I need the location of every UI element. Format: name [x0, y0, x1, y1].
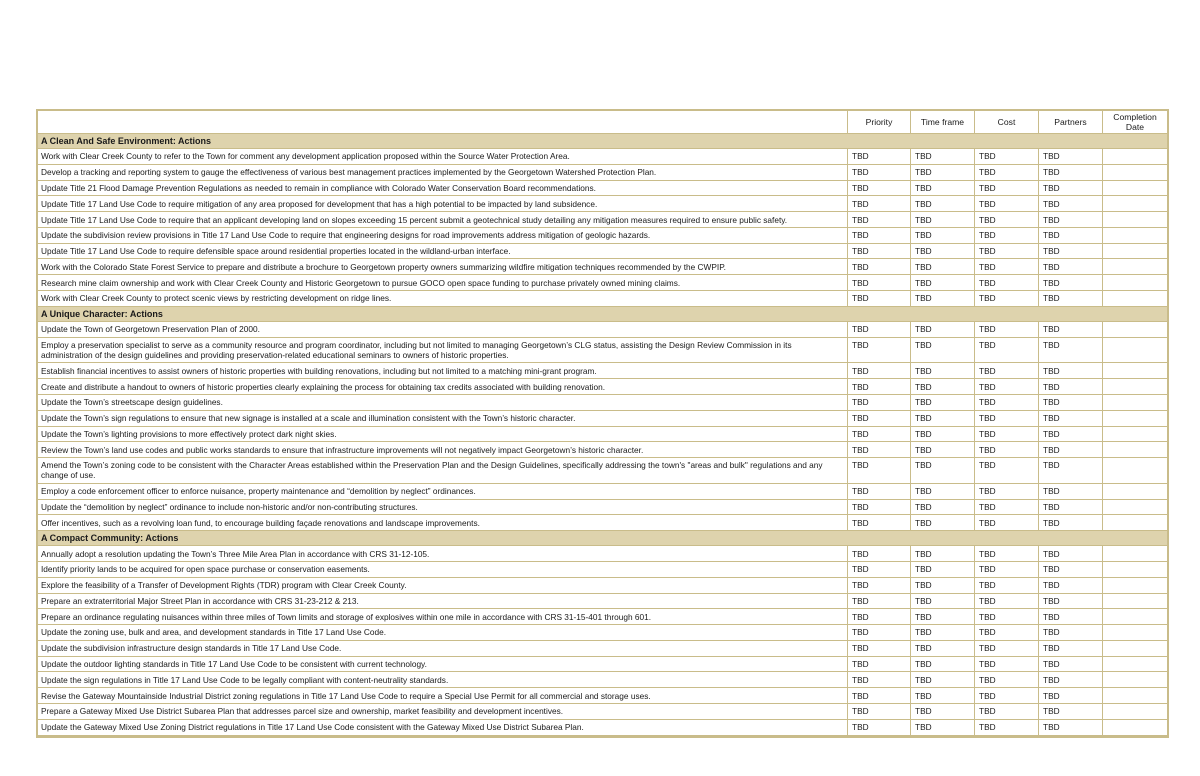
action-cell: Work with Clear Creek County to refer to the Town for comment any development application proposed within the Source Water Protection Area. — [38, 149, 848, 165]
completion-date-cell — [1103, 165, 1167, 181]
table-row — [38, 442, 1167, 458]
action-cell: Work with the Colorado State Forest Service to prepare and distribute a brochure to Georgetown property owners summarizing wildfire mitigation techniques recommended by the CWPIP. — [38, 259, 848, 275]
time-frame-cell: TBD — [911, 379, 975, 395]
priority-cell: TBD — [848, 720, 911, 736]
time-frame-cell: TBD — [911, 704, 975, 720]
completion-date-cell — [1103, 500, 1167, 516]
table-row — [38, 379, 1167, 395]
table-row — [38, 149, 1167, 165]
completion-date-cell — [1103, 515, 1167, 531]
action-cell: Update Title 21 Flood Damage Prevention Regulations as needed to remain in compliance with Colorado Water Conservation Board recommendations. — [38, 181, 848, 197]
partners-cell: TBD — [1039, 411, 1103, 427]
completion-date-cell — [1103, 379, 1167, 395]
cost-cell: TBD — [975, 609, 1039, 625]
section-title: A Compact Community: Actions — [38, 531, 1167, 546]
section-title: A Unique Character: Actions — [38, 307, 1167, 322]
time-frame-cell: TBD — [911, 259, 975, 275]
completion-date-cell — [1103, 657, 1167, 673]
column-header-priority: Priority — [848, 111, 911, 134]
partners-cell: TBD — [1039, 338, 1103, 364]
cost-cell: TBD — [975, 244, 1039, 260]
table-row — [38, 275, 1167, 291]
completion-date-cell — [1103, 275, 1167, 291]
column-header-cost: Cost — [975, 111, 1039, 134]
time-frame-cell: TBD — [911, 291, 975, 307]
action-cell: Work with Clear Creek County to protect scenic views by restricting development on ridge lines. — [38, 291, 848, 307]
column-header-time-frame: Time frame — [911, 111, 975, 134]
column-header-action — [38, 111, 848, 134]
cost-cell: TBD — [975, 594, 1039, 610]
time-frame-cell: TBD — [911, 484, 975, 500]
action-cell: Create and distribute a handout to owners of historic properties clearly explaining the process for obtaining tax credits associated with building renovation. — [38, 379, 848, 395]
completion-date-cell — [1103, 594, 1167, 610]
time-frame-cell: TBD — [911, 275, 975, 291]
partners-cell: TBD — [1039, 484, 1103, 500]
cost-cell: TBD — [975, 338, 1039, 364]
partners-cell: TBD — [1039, 244, 1103, 260]
section-header-row — [38, 307, 1167, 322]
table-row — [38, 196, 1167, 212]
completion-date-cell — [1103, 546, 1167, 562]
time-frame-cell: TBD — [911, 427, 975, 443]
completion-date-cell — [1103, 458, 1167, 484]
table-row — [38, 578, 1167, 594]
cost-cell: TBD — [975, 196, 1039, 212]
table-row — [38, 657, 1167, 673]
time-frame-cell: TBD — [911, 609, 975, 625]
time-frame-cell: TBD — [911, 244, 975, 260]
action-cell: Update the sign regulations in Title 17 Land Use Code to be legally compliant with content-neutrality standards. — [38, 672, 848, 688]
time-frame-cell: TBD — [911, 657, 975, 673]
time-frame-cell: TBD — [911, 165, 975, 181]
cost-cell: TBD — [975, 291, 1039, 307]
cost-cell: TBD — [975, 625, 1039, 641]
column-header-partners: Partners — [1039, 111, 1103, 134]
partners-cell: TBD — [1039, 688, 1103, 704]
cost-cell: TBD — [975, 578, 1039, 594]
action-cell: Prepare an ordinance regulating nuisances within three miles of Town limits and storage of explosives within one mile in accordance with CRS 31-15-401 through 601. — [38, 609, 848, 625]
partners-cell: TBD — [1039, 657, 1103, 673]
priority-cell: TBD — [848, 625, 911, 641]
time-frame-cell: TBD — [911, 363, 975, 379]
time-frame-cell: TBD — [911, 212, 975, 228]
time-frame-cell: TBD — [911, 562, 975, 578]
action-cell: Amend the Town’s zoning code to be consistent with the Character Areas established within the Preservation Plan and the Design Guidelines, specifically addressing the town's "areas and bulk" regulations and any change of use. — [38, 458, 848, 484]
cost-cell: TBD — [975, 228, 1039, 244]
completion-date-cell — [1103, 291, 1167, 307]
priority-cell: TBD — [848, 259, 911, 275]
completion-date-cell — [1103, 442, 1167, 458]
partners-cell: TBD — [1039, 427, 1103, 443]
time-frame-cell: TBD — [911, 672, 975, 688]
time-frame-cell: TBD — [911, 625, 975, 641]
priority-cell: TBD — [848, 379, 911, 395]
action-cell: Update the Gateway Mixed Use Zoning District regulations in Title 17 Land Use Code consistent with the Gateway Mixed Use District Subarea Plan. — [38, 720, 848, 736]
priority-cell: TBD — [848, 688, 911, 704]
action-cell: Update the subdivision review provisions in Title 17 Land Use Code to require that engineering designs for road improvements address mitigation of geologic hazards. — [38, 228, 848, 244]
table-row — [38, 411, 1167, 427]
time-frame-cell: TBD — [911, 578, 975, 594]
priority-cell: TBD — [848, 657, 911, 673]
time-frame-cell: TBD — [911, 594, 975, 610]
section-title: A Clean And Safe Environment: Actions — [38, 134, 1167, 149]
action-cell: Offer incentives, such as a revolving loan fund, to encourage building façade renovations and landscape improvements. — [38, 515, 848, 531]
completion-date-cell — [1103, 720, 1167, 736]
section-header-row — [38, 134, 1167, 149]
priority-cell: TBD — [848, 458, 911, 484]
cost-cell: TBD — [975, 259, 1039, 275]
cost-cell: TBD — [975, 411, 1039, 427]
partners-cell: TBD — [1039, 578, 1103, 594]
action-cell: Prepare a Gateway Mixed Use District Subarea Plan that addresses parcel size and ownership, market feasibility and development incentives. — [38, 704, 848, 720]
partners-cell: TBD — [1039, 322, 1103, 338]
cost-cell: TBD — [975, 149, 1039, 165]
time-frame-cell: TBD — [911, 458, 975, 484]
priority-cell: TBD — [848, 500, 911, 516]
table-row — [38, 704, 1167, 720]
completion-date-cell — [1103, 704, 1167, 720]
completion-date-cell — [1103, 244, 1167, 260]
priority-cell: TBD — [848, 442, 911, 458]
priority-cell: TBD — [848, 704, 911, 720]
completion-date-cell — [1103, 625, 1167, 641]
table-row — [38, 165, 1167, 181]
action-cell: Update the Town of Georgetown Preservation Plan of 2000. — [38, 322, 848, 338]
action-cell: Annually adopt a resolution updating the Town’s Three Mile Area Plan in accordance with CRS 31-12-105. — [38, 546, 848, 562]
partners-cell: TBD — [1039, 458, 1103, 484]
cost-cell: TBD — [975, 427, 1039, 443]
cost-cell: TBD — [975, 688, 1039, 704]
completion-date-cell — [1103, 427, 1167, 443]
cost-cell: TBD — [975, 720, 1039, 736]
table-row — [38, 338, 1167, 364]
table-row — [38, 562, 1167, 578]
cost-cell: TBD — [975, 379, 1039, 395]
action-cell: Update Title 17 Land Use Code to require mitigation of any area proposed for development that has a high potential to be impacted by land subsidence. — [38, 196, 848, 212]
table-row — [38, 228, 1167, 244]
cost-cell: TBD — [975, 515, 1039, 531]
time-frame-cell: TBD — [911, 149, 975, 165]
partners-cell: TBD — [1039, 515, 1103, 531]
partners-cell: TBD — [1039, 181, 1103, 197]
partners-cell: TBD — [1039, 363, 1103, 379]
completion-date-cell — [1103, 411, 1167, 427]
completion-date-cell — [1103, 322, 1167, 338]
priority-cell: TBD — [848, 515, 911, 531]
partners-cell: TBD — [1039, 672, 1103, 688]
priority-cell: TBD — [848, 395, 911, 411]
action-cell: Develop a tracking and reporting system to gauge the effectiveness of various best management practices implemented by the Georgetown Watershed Protection Plan. — [38, 165, 848, 181]
action-cell: Prepare an extraterritorial Major Street Plan in accordance with CRS 31-23-212 & 213. — [38, 594, 848, 610]
cost-cell: TBD — [975, 458, 1039, 484]
cost-cell: TBD — [975, 181, 1039, 197]
time-frame-cell: TBD — [911, 228, 975, 244]
time-frame-cell: TBD — [911, 322, 975, 338]
action-cell: Research mine claim ownership and work with Clear Creek County and Historic Georgetown to pursue GOCO open space funding to purchase privately owned mining claims. — [38, 275, 848, 291]
cost-cell: TBD — [975, 212, 1039, 228]
table-row — [38, 484, 1167, 500]
table-row — [38, 363, 1167, 379]
time-frame-cell: TBD — [911, 515, 975, 531]
cost-cell: TBD — [975, 672, 1039, 688]
action-cell: Update the “demolition by neglect” ordinance to include non-historic and/or non-contributing structures. — [38, 500, 848, 516]
table-row — [38, 625, 1167, 641]
table-row — [38, 546, 1167, 562]
table-row — [38, 181, 1167, 197]
cost-cell: TBD — [975, 165, 1039, 181]
cost-cell: TBD — [975, 395, 1039, 411]
action-cell: Employ a preservation specialist to serve as a community resource and program coordinator, including but not limited to managing Georgetown’s CLG status, assisting the Design Review Commission in its administration of the design guidelines and providing preservation-related educational seminars to owners of historic properties. — [38, 338, 848, 364]
priority-cell: TBD — [848, 165, 911, 181]
time-frame-cell: TBD — [911, 442, 975, 458]
section-header-row — [38, 531, 1167, 546]
action-plan-table — [36, 109, 1169, 738]
partners-cell: TBD — [1039, 546, 1103, 562]
completion-date-cell — [1103, 196, 1167, 212]
completion-date-cell — [1103, 672, 1167, 688]
partners-cell: TBD — [1039, 500, 1103, 516]
action-cell: Employ a code enforcement officer to enforce nuisance, property maintenance and “demolition by neglect” ordinances. — [38, 484, 848, 500]
partners-cell: TBD — [1039, 275, 1103, 291]
table-row — [38, 259, 1167, 275]
partners-cell: TBD — [1039, 442, 1103, 458]
completion-date-cell — [1103, 363, 1167, 379]
priority-cell: TBD — [848, 291, 911, 307]
priority-cell: TBD — [848, 609, 911, 625]
table-row — [38, 458, 1167, 484]
table-row — [38, 594, 1167, 610]
table-row — [38, 609, 1167, 625]
completion-date-cell — [1103, 578, 1167, 594]
completion-date-cell — [1103, 181, 1167, 197]
priority-cell: TBD — [848, 578, 911, 594]
action-cell: Update the subdivision infrastructure design standards in Title 17 Land Use Code. — [38, 641, 848, 657]
time-frame-cell: TBD — [911, 641, 975, 657]
cost-cell: TBD — [975, 641, 1039, 657]
completion-date-cell — [1103, 562, 1167, 578]
priority-cell: TBD — [848, 672, 911, 688]
cost-cell: TBD — [975, 704, 1039, 720]
completion-date-cell — [1103, 641, 1167, 657]
table-row — [38, 291, 1167, 307]
partners-cell: TBD — [1039, 609, 1103, 625]
priority-cell: TBD — [848, 212, 911, 228]
time-frame-cell: TBD — [911, 500, 975, 516]
time-frame-cell: TBD — [911, 338, 975, 364]
priority-cell: TBD — [848, 641, 911, 657]
action-plan-table-container — [36, 109, 1165, 738]
partners-cell: TBD — [1039, 149, 1103, 165]
action-cell: Update the Town’s sign regulations to ensure that new signage is installed at a scale and illumination consistent with the Town’s historic character. — [38, 411, 848, 427]
completion-date-cell — [1103, 688, 1167, 704]
priority-cell: TBD — [848, 594, 911, 610]
action-cell: Update the Town’s lighting provisions to more effectively protect dark night skies. — [38, 427, 848, 443]
cost-cell: TBD — [975, 500, 1039, 516]
partners-cell: TBD — [1039, 594, 1103, 610]
table-row — [38, 500, 1167, 516]
table-row — [38, 244, 1167, 260]
time-frame-cell: TBD — [911, 720, 975, 736]
partners-cell: TBD — [1039, 641, 1103, 657]
time-frame-cell: TBD — [911, 395, 975, 411]
table-row — [38, 212, 1167, 228]
action-cell: Update the Town’s streetscape design guidelines. — [38, 395, 848, 411]
action-cell: Explore the feasibility of a Transfer of Development Rights (TDR) program with Clear Creek County. — [38, 578, 848, 594]
partners-cell: TBD — [1039, 562, 1103, 578]
cost-cell: TBD — [975, 484, 1039, 500]
priority-cell: TBD — [848, 181, 911, 197]
completion-date-cell — [1103, 259, 1167, 275]
time-frame-cell: TBD — [911, 546, 975, 562]
priority-cell: TBD — [848, 149, 911, 165]
completion-date-cell — [1103, 212, 1167, 228]
partners-cell: TBD — [1039, 379, 1103, 395]
cost-cell: TBD — [975, 275, 1039, 291]
time-frame-cell: TBD — [911, 196, 975, 212]
action-cell: Establish financial incentives to assist owners of historic properties with building renovations, including but not limited to a matching mini-grant program. — [38, 363, 848, 379]
priority-cell: TBD — [848, 196, 911, 212]
priority-cell: TBD — [848, 322, 911, 338]
partners-cell: TBD — [1039, 720, 1103, 736]
cost-cell: TBD — [975, 562, 1039, 578]
partners-cell: TBD — [1039, 291, 1103, 307]
action-cell: Update Title 17 Land Use Code to require defensible space around residential properties located in the wildland-urban interface. — [38, 244, 848, 260]
priority-cell: TBD — [848, 338, 911, 364]
action-cell: Review the Town’s land use codes and public works standards to ensure that infrastructure improvements will not negatively impact Georgetown’s historic character. — [38, 442, 848, 458]
table-row — [38, 641, 1167, 657]
cost-cell: TBD — [975, 322, 1039, 338]
cost-cell: TBD — [975, 657, 1039, 673]
partners-cell: TBD — [1039, 625, 1103, 641]
priority-cell: TBD — [848, 427, 911, 443]
partners-cell: TBD — [1039, 259, 1103, 275]
action-cell: Update the outdoor lighting standards in Title 17 Land Use Code to be consistent with current technology. — [38, 657, 848, 673]
cost-cell: TBD — [975, 363, 1039, 379]
table-row — [38, 322, 1167, 338]
completion-date-cell — [1103, 149, 1167, 165]
cost-cell: TBD — [975, 442, 1039, 458]
completion-date-cell — [1103, 338, 1167, 364]
priority-cell: TBD — [848, 546, 911, 562]
table-header-row — [38, 111, 1167, 134]
completion-date-cell — [1103, 484, 1167, 500]
action-cell: Identify priority lands to be acquired for open space purchase or conservation easements. — [38, 562, 848, 578]
priority-cell: TBD — [848, 244, 911, 260]
cost-cell: TBD — [975, 546, 1039, 562]
action-cell: Update the zoning use, bulk and area, and development standards in Title 17 Land Use Code. — [38, 625, 848, 641]
priority-cell: TBD — [848, 228, 911, 244]
partners-cell: TBD — [1039, 228, 1103, 244]
table-row — [38, 515, 1167, 531]
completion-date-cell — [1103, 609, 1167, 625]
table-row — [38, 427, 1167, 443]
table-row — [38, 395, 1167, 411]
priority-cell: TBD — [848, 411, 911, 427]
action-cell: Update Title 17 Land Use Code to require that an applicant developing land on slopes exceeding 15 percent submit a geotechnical study detailing any mitigation measures required to ensure public safety. — [38, 212, 848, 228]
table-row — [38, 688, 1167, 704]
partners-cell: TBD — [1039, 196, 1103, 212]
completion-date-cell — [1103, 395, 1167, 411]
action-cell: Revise the Gateway Mountainside Industrial District zoning regulations in Title 17 Land Use Code to require a Special Use Permit for all commercial and storage uses. — [38, 688, 848, 704]
partners-cell: TBD — [1039, 212, 1103, 228]
priority-cell: TBD — [848, 484, 911, 500]
priority-cell: TBD — [848, 363, 911, 379]
partners-cell: TBD — [1039, 165, 1103, 181]
partners-cell: TBD — [1039, 395, 1103, 411]
time-frame-cell: TBD — [911, 181, 975, 197]
time-frame-cell: TBD — [911, 411, 975, 427]
table-row — [38, 672, 1167, 688]
time-frame-cell: TBD — [911, 688, 975, 704]
partners-cell: TBD — [1039, 704, 1103, 720]
column-header-completion-date: Completion Date — [1103, 111, 1167, 134]
priority-cell: TBD — [848, 562, 911, 578]
completion-date-cell — [1103, 228, 1167, 244]
table-row — [38, 720, 1167, 736]
priority-cell: TBD — [848, 275, 911, 291]
